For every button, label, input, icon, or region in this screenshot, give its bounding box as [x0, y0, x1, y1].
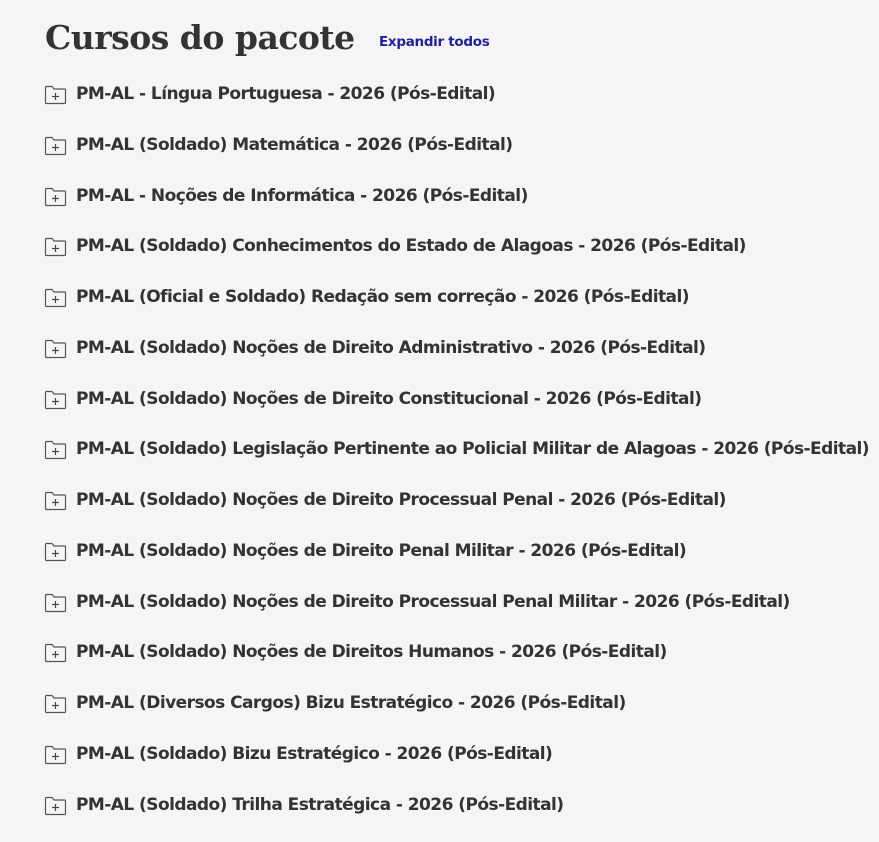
course-title[interactable]: PM-AL (Soldado) Conhecimentos do Estado de Alagoas - 2026 (Pós-Edital): [76, 236, 746, 257]
course-item[interactable]: [44, 638, 869, 689]
course-item[interactable]: [44, 80, 869, 131]
course-item[interactable]: [44, 588, 869, 639]
course-item[interactable]: [44, 791, 869, 842]
folder-plus-icon[interactable]: [44, 136, 67, 156]
course-item[interactable]: [44, 182, 869, 233]
course-list: [44, 80, 869, 841]
folder-plus-icon[interactable]: [44, 491, 67, 511]
course-title[interactable]: PM-AL (Soldado) Bizu Estratégico - 2026 (Pós-Edital): [76, 743, 553, 764]
folder-plus-icon[interactable]: [44, 694, 67, 714]
expand-all-link[interactable]: Expandir todos: [379, 34, 490, 50]
folder-plus-icon[interactable]: [44, 187, 67, 207]
folder-plus-icon[interactable]: [44, 745, 67, 765]
folder-plus-icon[interactable]: [44, 542, 67, 562]
course-title[interactable]: PM-AL (Soldado) Matemática - 2026 (Pós-Edital): [76, 134, 513, 155]
course-title[interactable]: PM-AL (Soldado) Noções de Direito Processual Penal - 2026 (Pós-Edital): [76, 490, 726, 510]
course-title[interactable]: PM-AL (Soldado) Noções de Direito Penal Militar - 2026 (Pós-Edital): [76, 540, 687, 561]
course-item[interactable]: [44, 740, 869, 791]
course-item[interactable]: [44, 283, 869, 334]
course-item[interactable]: [44, 385, 869, 436]
course-item[interactable]: [44, 131, 869, 182]
course-title[interactable]: PM-AL (Diversos Cargos) Bizu Estratégico - 2026 (Pós-Edital): [76, 693, 626, 713]
course-item[interactable]: [44, 486, 869, 537]
folder-plus-icon[interactable]: [44, 339, 67, 359]
course-item[interactable]: [44, 435, 869, 486]
course-item[interactable]: [44, 232, 869, 283]
course-title[interactable]: PM-AL (Soldado) Legislação Pertinente ao Policial Militar de Alagoas - 2026 (Pós-Edital): [76, 439, 870, 460]
folder-plus-icon[interactable]: [44, 440, 67, 460]
course-title[interactable]: PM-AL (Soldado) Noções de Direito Administrativo - 2026 (Pós-Edital): [76, 337, 706, 358]
page-title: Cursos do pacote: [45, 18, 355, 57]
section-header: [45, 18, 490, 57]
course-title[interactable]: PM-AL (Soldado) Noções de Direitos Humanos - 2026 (Pós-Edital): [76, 642, 667, 663]
folder-plus-icon[interactable]: [44, 237, 67, 257]
folder-plus-icon[interactable]: [44, 643, 67, 663]
course-item[interactable]: [44, 537, 869, 588]
folder-plus-icon[interactable]: [44, 85, 67, 105]
folder-plus-icon[interactable]: [44, 593, 67, 613]
folder-plus-icon[interactable]: [44, 288, 67, 308]
course-item[interactable]: [44, 334, 869, 385]
course-title[interactable]: PM-AL (Soldado) Noções de Direito Processual Penal Militar - 2026 (Pós-Edital): [76, 591, 790, 612]
folder-plus-icon[interactable]: [44, 796, 67, 816]
folder-plus-icon[interactable]: [44, 390, 67, 410]
course-title[interactable]: PM-AL (Soldado) Trilha Estratégica - 2026 (Pós-Edital): [76, 794, 564, 815]
course-item[interactable]: [44, 689, 869, 740]
course-title[interactable]: PM-AL - Língua Portuguesa - 2026 (Pós-Edital): [76, 84, 496, 104]
course-title[interactable]: PM-AL - Noções de Informática - 2026 (Pós-Edital): [76, 185, 528, 206]
course-title[interactable]: PM-AL (Soldado) Noções de Direito Constitucional - 2026 (Pós-Edital): [76, 388, 702, 409]
course-title[interactable]: PM-AL (Oficial e Soldado) Redação sem correção - 2026 (Pós-Edital): [76, 287, 689, 307]
